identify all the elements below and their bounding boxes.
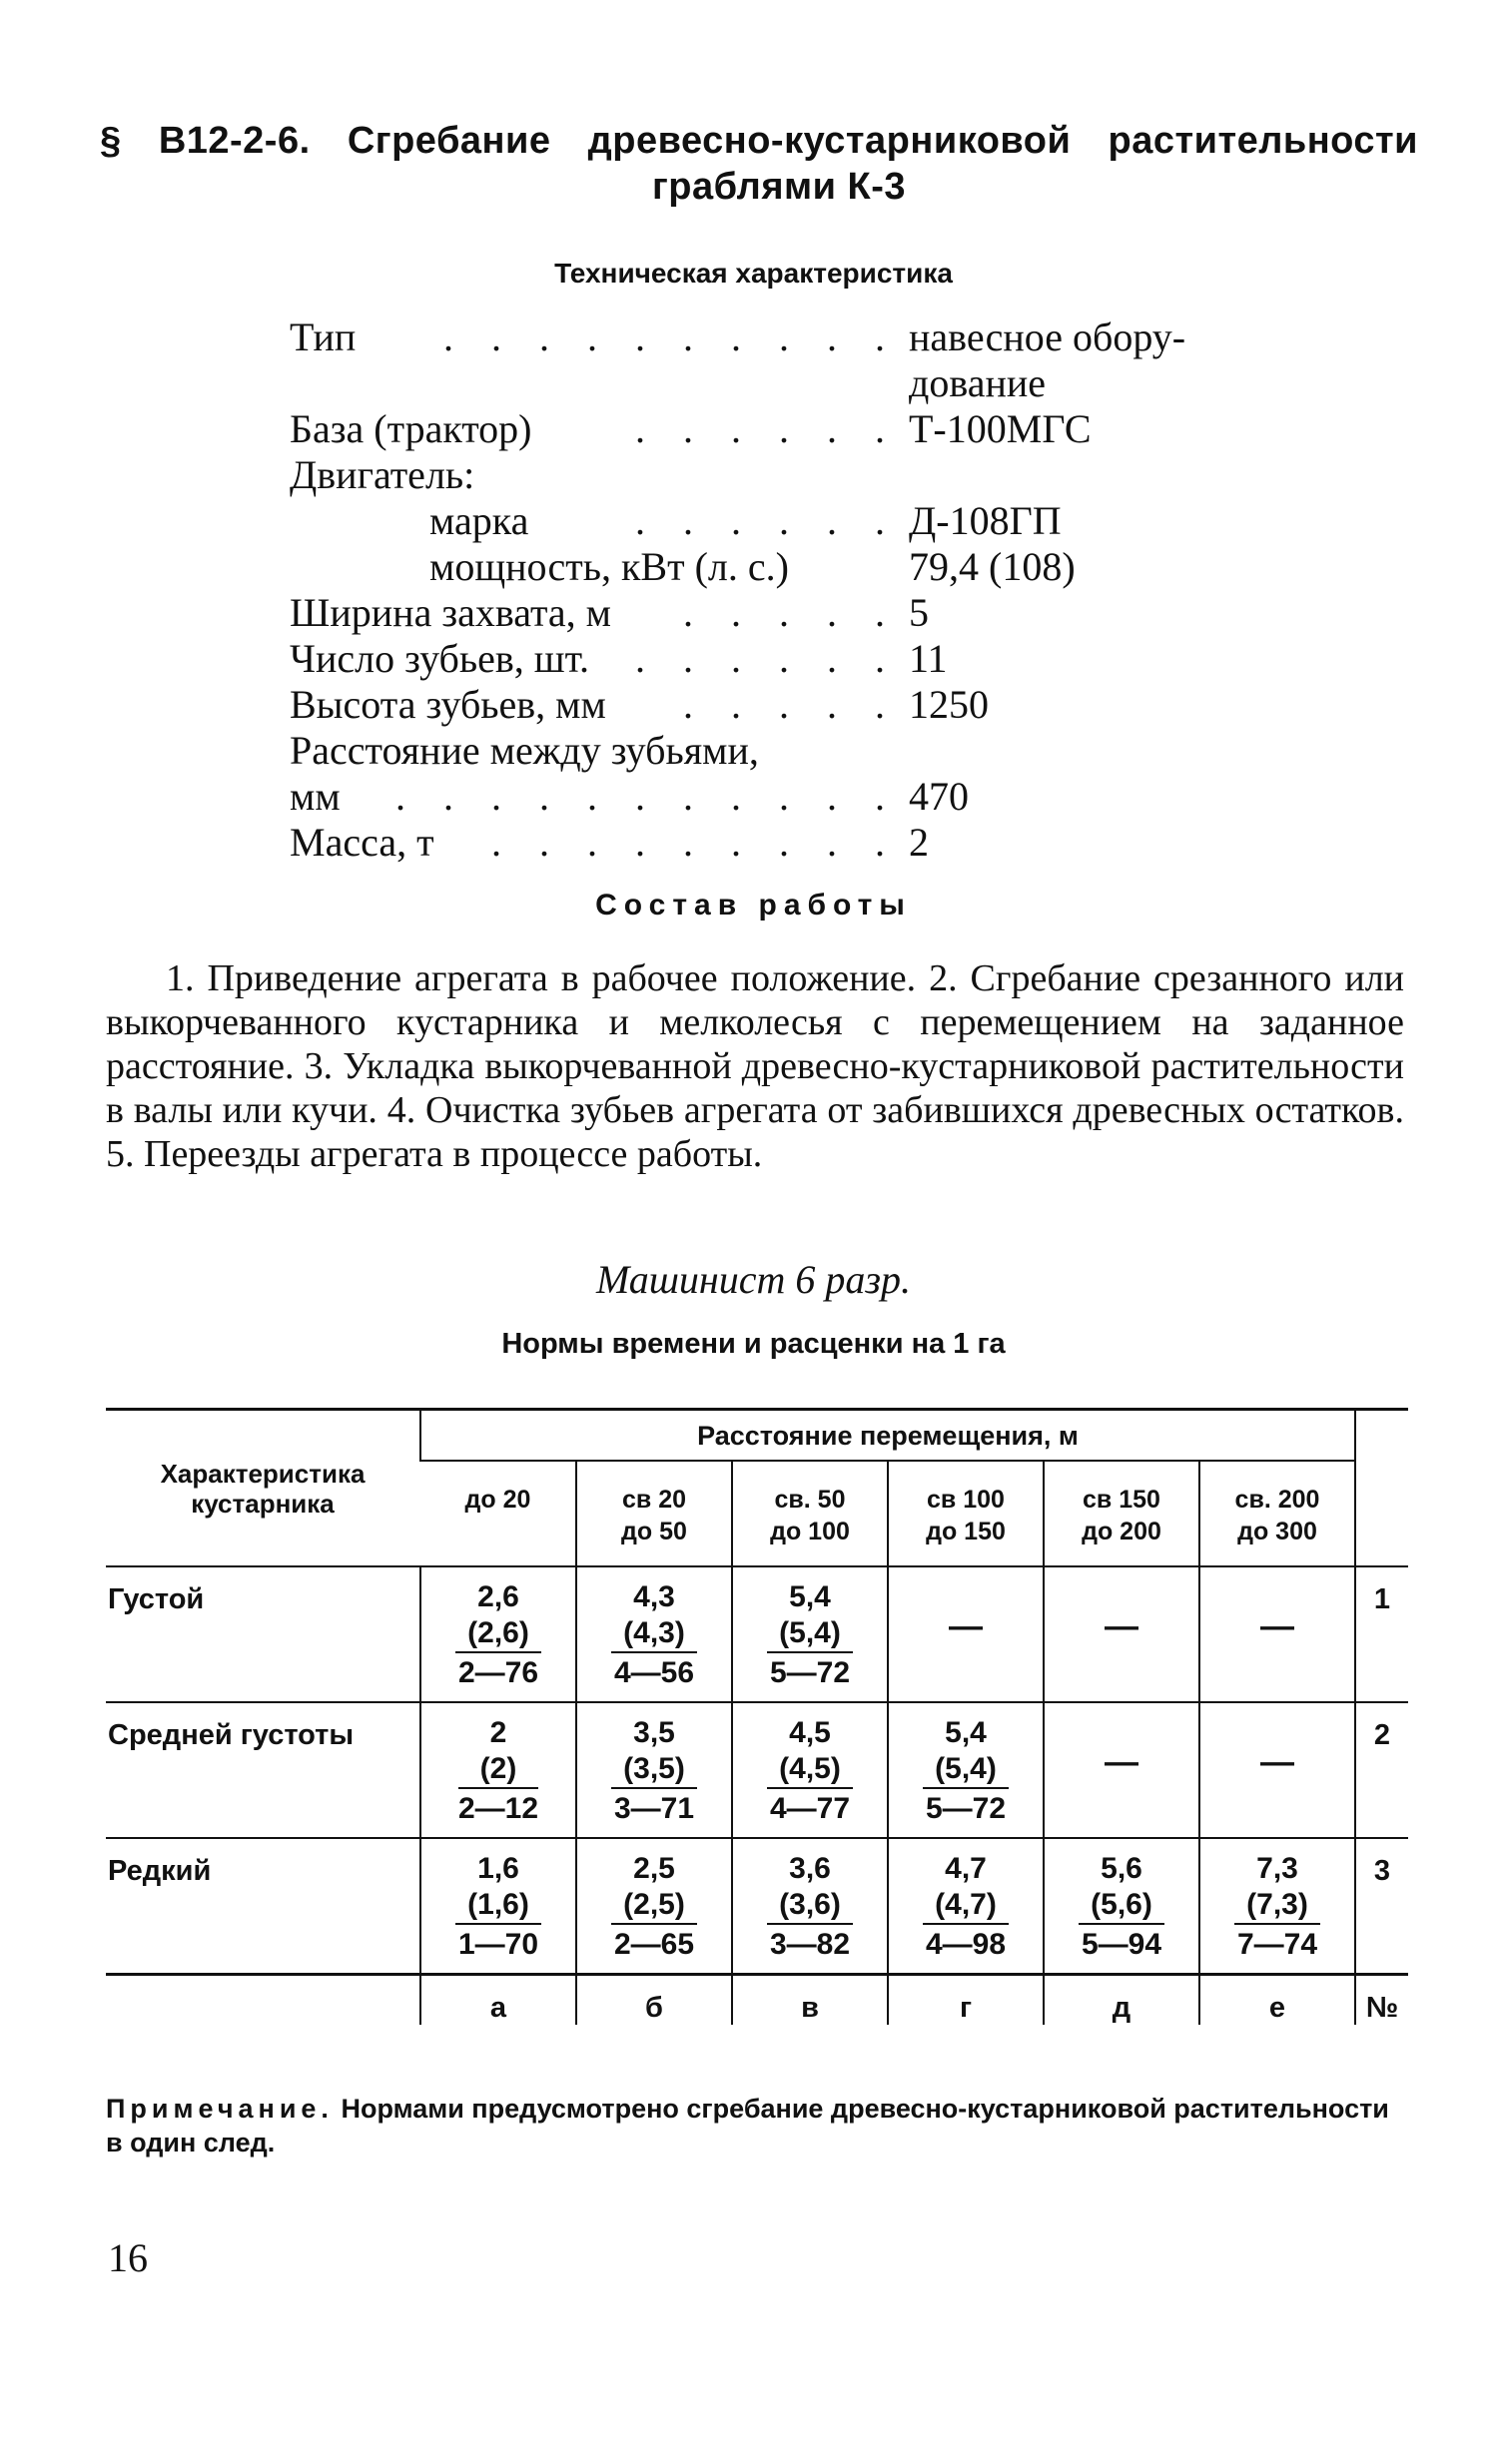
spec-row	[290, 636, 1288, 682]
section-title	[100, 118, 1418, 210]
norm-rate: 1—70	[457, 1928, 539, 1961]
row-number: 2	[1355, 1702, 1408, 1838]
spec-label: мм	[290, 774, 341, 819]
spec-row	[290, 452, 1288, 498]
spec-leader-dots: . . . . . .	[635, 498, 899, 543]
spec-label: Число зубьев, шт.	[290, 636, 590, 681]
norm-time: 4,3	[633, 1580, 675, 1613]
spec-row	[290, 590, 1288, 636]
norm-time-alt: (5,4)	[767, 1615, 853, 1653]
distance-to: до 100	[770, 1518, 850, 1545]
distance-from: св 20	[621, 1486, 687, 1514]
spec-value: дование	[909, 360, 1047, 405]
norm-value	[1079, 1839, 1164, 1973]
norm-value	[611, 1567, 697, 1701]
norm-rate: 2—65	[613, 1928, 695, 1961]
table-cell	[576, 1702, 732, 1838]
norm-value	[455, 1839, 541, 1973]
spec-value: 1250	[909, 682, 989, 727]
column-letter: е	[1199, 1975, 1355, 2026]
distance-from: св. 200	[1234, 1486, 1320, 1514]
table-cell	[576, 1566, 732, 1702]
norm-value	[923, 1703, 1009, 1837]
spec-label: Двигатель:	[290, 452, 475, 497]
title-word: Сгребание	[347, 120, 551, 162]
col-header-distance	[1199, 1461, 1355, 1566]
spec-heading: Техническая характеристика	[554, 258, 953, 289]
spec-value: 5	[909, 590, 929, 635]
norm-time: 5,6	[1101, 1852, 1142, 1885]
row-label: Густой	[106, 1566, 420, 1702]
spec-label: Масса, т	[290, 820, 434, 865]
table-cell	[1044, 1838, 1199, 1975]
norm-rate: 2—12	[457, 1792, 539, 1825]
table-cell	[888, 1566, 1044, 1702]
norm-value	[611, 1839, 697, 1973]
empty-dash: —	[949, 1607, 983, 1645]
spec-row	[290, 314, 1288, 360]
norm-time: 3,6	[789, 1852, 831, 1885]
column-letter: г	[888, 1975, 1044, 2026]
column-letter: б	[576, 1975, 732, 2026]
distance-to: до 200	[1082, 1518, 1161, 1545]
table-cell	[420, 1566, 576, 1702]
table-cell	[888, 1838, 1044, 1975]
norm-value	[767, 1839, 853, 1973]
norm-time-alt: (2,5)	[611, 1887, 697, 1925]
spec-leader-dots: . . . . .	[683, 590, 899, 635]
spec-row	[290, 774, 1288, 820]
norm-rate: 3—71	[613, 1792, 695, 1825]
page-number: 16	[108, 2235, 148, 2280]
work-description: 1. Приведение агрегата в рабочее положение. 2. Сгребание срезанного или выкорчеванного кустарника и мелколесья с перемещением на заданное расстояние. 3. Укладка выкорчеванной древесно-кустарниковой растительности в валы или кучи. 4. Очистка зубьев агрегата от забившихся древесных остатков. 5. Переезды агрегата в процессе работы.	[106, 957, 1404, 1175]
norm-rate: 5—94	[1081, 1928, 1162, 1961]
col-group-distance: Расстояние перемещения, м	[420, 1410, 1355, 1462]
footnote	[106, 2092, 1404, 2159]
norm-rate: 5—72	[769, 1656, 851, 1689]
norm-time-alt: (4,7)	[923, 1887, 1009, 1925]
norm-time: 4,5	[789, 1716, 831, 1749]
col-header-characteristic: Характеристика кустарника	[106, 1410, 420, 1567]
norm-time-alt: (7,3)	[1234, 1887, 1320, 1925]
norm-rate: 2—76	[457, 1656, 539, 1689]
machinist-grade: Машинист 6 разр.	[595, 1257, 912, 1302]
table-cell	[576, 1838, 732, 1975]
spec-value: 2	[909, 820, 929, 865]
spec-value: Т-100МГС	[909, 406, 1092, 451]
norm-rate: 4—56	[613, 1656, 695, 1689]
norm-value	[455, 1567, 541, 1701]
table-cell	[732, 1838, 888, 1975]
spec-row	[290, 498, 1288, 544]
norm-value	[611, 1703, 697, 1837]
norm-time-alt: (5,4)	[923, 1751, 1009, 1789]
spec-leader-dots: . . . . . . . . . .	[443, 314, 899, 359]
spec-label: Тип	[290, 314, 357, 359]
title-line2: граблями К-3	[651, 166, 907, 208]
distance-to: до 300	[1237, 1518, 1317, 1545]
table-cell	[888, 1702, 1044, 1838]
col-header-distance	[1044, 1461, 1199, 1566]
spec-label: мощность, кВт (л. с.)	[429, 544, 789, 589]
norm-time: 4,7	[945, 1852, 987, 1885]
norm-time: 1,6	[477, 1852, 519, 1885]
norm-time-alt: (4,5)	[767, 1751, 853, 1789]
spec-leader-dots: . . . . . . . . .	[491, 820, 899, 865]
footnote-text: Нормами предусмотрено сгребание древесно-кустарниковой растительности в один след.	[106, 2094, 1389, 2157]
column-letter: д	[1044, 1975, 1199, 2026]
norm-time: 7,3	[1256, 1852, 1298, 1885]
spec-label: База (трактор)	[290, 406, 532, 451]
norm-time: 2,5	[633, 1852, 675, 1885]
spec-label: Высота зубьев, мм	[290, 682, 606, 727]
empty-dash: —	[1105, 1743, 1138, 1781]
table-cell	[1199, 1702, 1355, 1838]
spec-value: 79,4 (108)	[909, 544, 1076, 589]
work-heading: Состав работы	[595, 889, 912, 922]
title-word: древесно-кустарниковой	[587, 120, 1072, 162]
norm-rate: 5—72	[925, 1792, 1007, 1825]
norm-rate: 7—74	[1236, 1928, 1318, 1961]
norm-time: 2	[489, 1716, 507, 1749]
table-cell	[1044, 1702, 1199, 1838]
norm-time: 2,6	[477, 1580, 519, 1613]
table-cell	[732, 1566, 888, 1702]
norm-rate: 3—82	[769, 1928, 851, 1961]
spec-row	[290, 406, 1288, 452]
norm-value	[923, 1839, 1009, 1973]
spec-label: Ширина захвата, м	[290, 590, 611, 635]
column-letter: в	[732, 1975, 888, 2026]
title-word: §	[100, 120, 122, 162]
spec-label: Расстояние между зубьями,	[290, 728, 759, 773]
norms-heading: Нормы времени и расценки на 1 га	[501, 1328, 1006, 1360]
spec-value: Д-108ГП	[909, 498, 1062, 543]
norm-time: 5,4	[945, 1716, 987, 1749]
distance-from: св 150	[1083, 1486, 1160, 1514]
table-cell	[420, 1838, 576, 1975]
norm-time-alt: (3,5)	[611, 1751, 697, 1789]
empty-dash: —	[1105, 1607, 1138, 1645]
title-word: растительности	[1108, 120, 1418, 162]
spec-list	[290, 314, 1288, 866]
spec-value: навесное обору-	[909, 314, 1186, 359]
norm-time-alt: (4,3)	[611, 1615, 697, 1653]
spec-leader-dots: . . . . .	[683, 682, 899, 727]
norm-time-alt: (2)	[458, 1751, 538, 1789]
col-header-distance	[888, 1461, 1044, 1566]
norm-time-alt: (3,6)	[767, 1887, 853, 1925]
col-header-distance	[420, 1461, 576, 1566]
distance-from: св. 50	[774, 1486, 846, 1514]
distance-to: до 50	[621, 1518, 687, 1545]
norms-table	[106, 1408, 1408, 2025]
norm-time: 5,4	[789, 1580, 831, 1613]
spec-value: 470	[909, 774, 969, 819]
col-header-distance	[732, 1461, 888, 1566]
norm-rate: 4—77	[769, 1792, 851, 1825]
norm-value	[767, 1703, 853, 1837]
spec-leader-dots: . . . . . .	[635, 406, 899, 451]
spec-row	[290, 728, 1288, 774]
row-number: 3	[1355, 1838, 1408, 1975]
table-cell	[1199, 1838, 1355, 1975]
empty-dash: —	[1260, 1743, 1294, 1781]
spec-row	[290, 682, 1288, 728]
row-label: Редкий	[106, 1838, 420, 1975]
empty-dash: —	[1260, 1607, 1294, 1645]
row-number: 1	[1355, 1566, 1408, 1702]
row-label: Средней густоты	[106, 1702, 420, 1838]
table-cell	[420, 1702, 576, 1838]
spec-row	[290, 544, 1288, 590]
spec-row	[290, 820, 1288, 866]
norm-value	[458, 1703, 538, 1837]
col-header-distance	[576, 1461, 732, 1566]
number-symbol: №	[1355, 1975, 1408, 2026]
norm-time: 3,5	[633, 1716, 675, 1749]
table-cell	[1044, 1566, 1199, 1702]
distance-to: до 150	[926, 1518, 1006, 1545]
distance-from: до 20	[464, 1486, 531, 1514]
spec-leader-dots: . . . . . . . . . . .	[395, 774, 899, 819]
norm-value	[767, 1567, 853, 1701]
norm-time-alt: (5,6)	[1079, 1887, 1164, 1925]
footnote-label: Примечание.	[106, 2094, 334, 2124]
table-cell	[732, 1702, 888, 1838]
title-word: В12-2-6.	[158, 120, 311, 162]
spec-value: 11	[909, 636, 948, 681]
table-cell	[1199, 1566, 1355, 1702]
norm-rate: 4—98	[925, 1928, 1007, 1961]
spec-row	[290, 360, 1288, 406]
norm-value	[1234, 1839, 1320, 1973]
spec-leader-dots: . . . . . .	[635, 636, 899, 681]
column-letter: а	[420, 1975, 576, 2026]
spec-label: марка	[429, 498, 529, 543]
norm-time-alt: (2,6)	[455, 1615, 541, 1653]
norm-time-alt: (1,6)	[455, 1887, 541, 1925]
distance-from: св 100	[927, 1486, 1005, 1514]
